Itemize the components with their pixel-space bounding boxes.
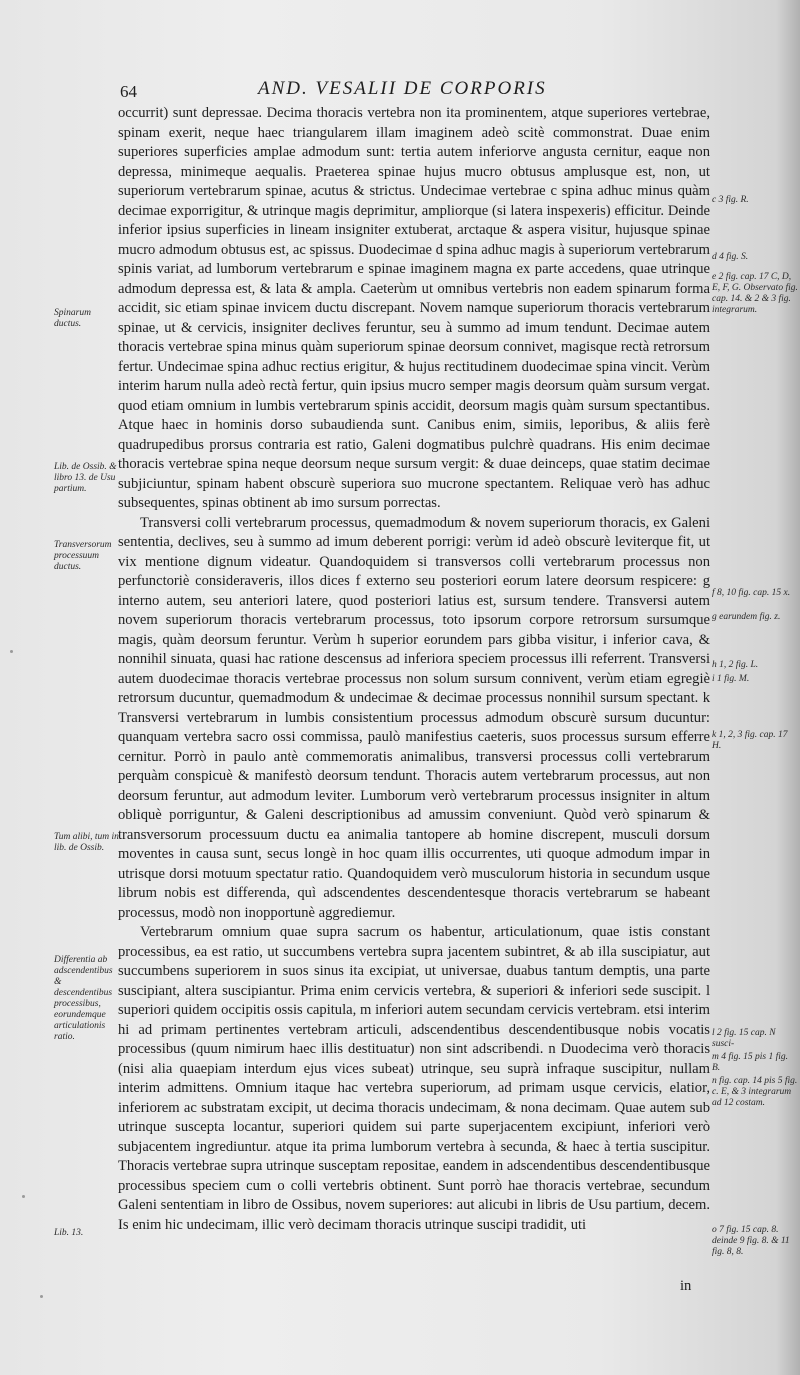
paper-speck (10, 650, 13, 653)
page-header (0, 78, 800, 104)
margin-note-left: Spinarum ductus. (54, 308, 91, 329)
margin-note-right: i 1 fig. M. (712, 674, 750, 684)
margin-note-left: Tum alibi, tum in lib. de Ossib. (54, 832, 119, 853)
page-number: 64 (120, 82, 137, 101)
margin-note-left: Differentia ab adscendentibus & descendentibus processibus, eorundemque articulationis ratio. (54, 955, 113, 1042)
margin-note-right: f 8, 10 fig. cap. 15 x. (712, 588, 791, 598)
paragraph: Transversi colli vertebrarum processus, quemadmodum & novem superiorum thoracis, ex Galeni sententia, declives, seu à summo ad imum deberent porrigi: verùm id adeò obscurè leviterque fit, ut vix mentione dignum videatur. Quandoquidem si transversos colli vertebrarum processus non perfunctoriè consideraveris, illos dices f externo seu posteriori eorum latere deorsum respicere: g interno autem, seu anteriori latere, quod posteriori latius est, sursum tendere. Transversi autem novem superiorum thoracis vertebrarum processus, toto ipsorum corpore retrorsum sursumque magis, quàm deorsum feruntur. Verùm h superior eorundem pars gibba visitur, i inferior cava, & nonnihil sinuata, quasi hac ratione descensus ad inferiora speciem processus illi referrent. Transversi autem duodecimae thoracis vertebrae processus non solum sursum connivent, verùm etiam egregiè retrorsum ducuntur, quemadmodum & undecimae & decimae processus nonnihil sursum spectant. k Transversi vertebrarum in lumbis consistentium processus admodum obscurè sursum ducuntur: quanquam vertebra sacro ossi commissa, paulò manifestius caeteris, suos processus sursum efferre cernitur. Porrò in paulo antè commemoratis animalibus, transversi processus colli vertebrarum perquàm conspicuè & manifestò deorsum tendunt. Thoracis autem vertebrarum processus, aut non deorsum feruntur, aut admodum leviter. Lumborum verò vertebrarum processus insigniter in altum obliquè porriguntur, & Galeni descriptionibus ad amussim conveniunt. Quòd verò spinarum & transversorum processuum ductu ea animalia tantopere ab homine discrepent, musculi dorsum moventes in causa sunt, secus longè in hoc quam illis occurrentes, uti quoque admodum impar in utrisque dorsi motuum spectatur ratio. Quandoquidem verò musculorum historia in secundum usque librum nobis est differenda, quì adscendentes descendentesque thoracis vertebrarum se habeant processus, modò non inopportunè aggrediemur. (118, 514, 710, 921)
catchword: in (680, 1278, 692, 1294)
margin-note-right: d 4 fig. S. (712, 252, 749, 262)
paper-speck (40, 1295, 43, 1298)
running-title: AND. VESALII DE CORPORIS (258, 78, 547, 99)
margin-note-right: g earundem fig. z. (712, 612, 781, 622)
margin-note-right: c 3 fig. R. (712, 195, 749, 205)
margin-note-right: m 4 fig. 15 pis 1 fig. B. (712, 1052, 789, 1073)
paragraph: Vertebrarum omnium quae supra sacrum os habentur, articulationum, quae istis constant processibus, ea est ratio, ut succumbens vertebra supra jacentem subintret, & ab illa suscipiatur, aut succumbens superiorem in suos sinus ita excipiat, ut universae, duabus tantum demptis, una parte suscipiant, altera suscipiantur. Prima enim cervicis vertebra, & superiori & inferiori sede suscipit. l superiori quidem occipitis ossis capitula, m inferiori autem secundam cervicis vertebram. etsi interim hi ad primam pertinentes vertebram articuli, adscendentibus descendentibusque nobis vocatis processibus (quum nimirum haec illis destituatur) non sint adscribendi. n Duodecima verò thoracis (nisi alia quaepiam interdum ejus vices subeat) utrinque, seu suprà infraque suscipitur, nullam interim admittens. Omnium itaque hac vertebra superiorum, ad primam usque cervicis, elatior, inferiorem ac substratam excipit, ut decima thoracis undecimam, & nona decimam. Quae autem sub utrinque suscepta locantur, superiori quidem sui parte superjacentem excipiunt, inferiori verò subjacentem ingrediuntur. atque ita prima lumborum vertebra à secunda, & haec à tertia suscipitur. Thoracis vertebrae supra utrinque susceptam repositae, eandem in adscendentibus descendentibusque processibus speciem cum o colli vertebris obtinent. Sunt porrò hae thoracis vertebrae, secundum Galeni sententiam in libro de Ossibus, novem superiores: aut alicubi in libris de Usu partium, decem. Is enim hic undecimam, illic verò decimam thoracis utrinque suscipi tradidit, uti (118, 924, 710, 1233)
body-text (118, 104, 710, 1235)
margin-note-right: h 1, 2 fig. L. (712, 660, 759, 670)
margin-note-right: n fig. cap. 14 pis 5 fig. c. E, & 3 integrarum ad 12 costam. (712, 1076, 798, 1108)
margin-note-right: e 2 fig. cap. 17 C, D, E, F, G. Observato fig. cap. 14. & 2 & 3 fig. integrarum. (712, 272, 798, 315)
margin-note-right: k 1, 2, 3 fig. cap. 17 H. (712, 730, 788, 751)
margin-note-left: Lib. 13. (54, 1228, 84, 1238)
margin-note-left: Lib. de Ossib. & libro 13. de Usu partium. (54, 462, 117, 494)
paper-speck (22, 1195, 25, 1198)
margin-note-right: l 2 fig. 15 cap. N susci- (712, 1028, 776, 1049)
margin-note-left: Transversorum processuum ductus. (54, 540, 112, 572)
paragraph: occurrit) sunt depressae. Decima thoracis vertebra non ita prominentem, atque superiores vertebrae, spinam exerit, neque haec triangularem illam imaginem adeò scitè commonstrat. Duae enim superiores superficies amplae admodum sunt: tertia autem inferiorve angusta cernitur, eaque non depressa, minimeque aequalis. Praeterea spinae hujus mucro obtusus amplusque est, non, ut superiorum vertebrarum spinae, acutus & strictus. Undecimae vertebrae c spina adhuc minus quàm decimae exporrigitur, & utrinque magis deprimitur, ampliorque (si latera inspexeris) efficitur. Deinde inferior ipsius superficies in lineam insigniter extuberat, arctaque & aspera visitur, hujusque spinae mucro admodum obtusus est, ac spissus. Duodecimae d spina adhuc magis à superiorum vertebrarum spinis variat, ad lumborum vertebrarum e spinae imaginem magna ex parte accedens, quae utrinque admodum depressa est, & lata & ampla. Caeterùm ut omnibus vertebris non eadem spinarum forma accidit, sic etiam spinae invicem ductu discrepant. Novem namque superiorum thoracis vertebrarum spinae, ut & cervicis, insigniter declives feruntur, seu à summo ad imum tendunt. Decimae autem thoracis vertebrae spina minus quàm superiorum spinae deorsum connivet, magisque rectà retrorsum fertur. Undecimae spina adhuc rectius erigitur, & hujus rectitudinem duodecimae spina vincit. Verùm interim harum nulla adeò rectà fertur, quin ipsius mucro semper magis deorsum quàm sursum vergat. quod etiam omnium in lumbis vertebrarum spinis accidit, deorsum magis quàm sursum spectantibus. Atque haec in hominis dorso subaudienda sunt. Canibus enim, simiis, leporibus, & aliis ferè quadrupedibus prorsus contraria est ratio, Galeni dogmatibus pulchrè quadrans. His enim decimae thoracis vertebrae spina neque deorsum neque sursum vergit: & duae deinceps, quae statim decimae subjiciuntur, spinam habent obscurè superiora suo mucrone spectantem. Reliquae verò has adhuc subsequentes, spinas obtinent ab imo sursum porrectas. (118, 105, 710, 511)
margin-note-right: o 7 fig. 15 cap. 8. deinde 9 fig. 8. & 11 fig. 8, 8. (712, 1225, 790, 1257)
